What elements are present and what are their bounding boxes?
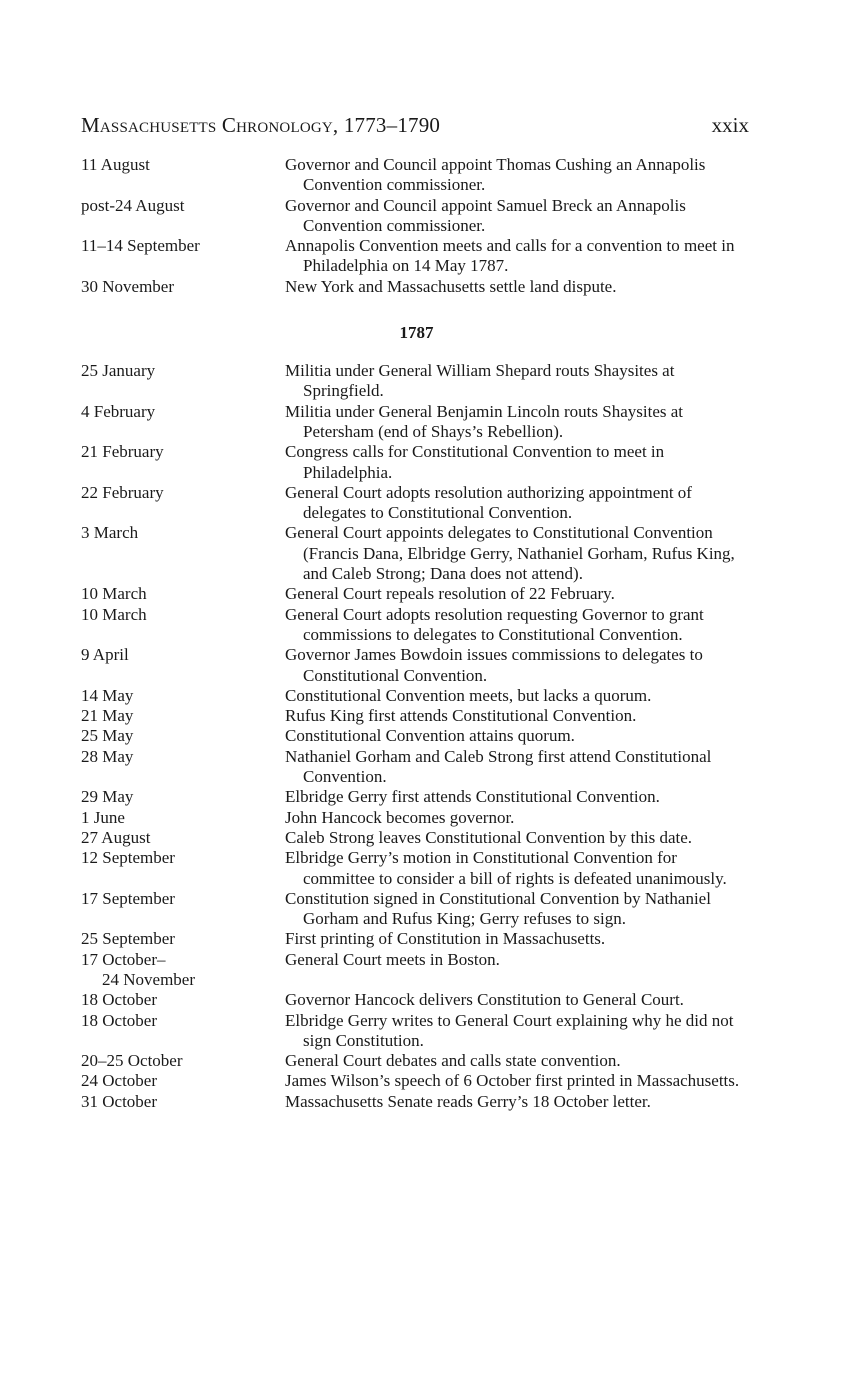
entry-event: New York and Massachusetts settle land dispute. — [285, 276, 617, 296]
entry-date — [81, 828, 285, 848]
chronology-entry — [81, 584, 749, 604]
entry-date-continuation: 24 November — [102, 969, 196, 989]
entry-date-text: post-24 August — [81, 195, 185, 215]
entry-event: Militia under General William Shepard routs Shaysites at Springfield. — [285, 361, 675, 401]
chronology-entry — [81, 645, 749, 686]
chronology-entry — [81, 828, 749, 848]
chronology-entry — [81, 787, 749, 807]
entry-event: Constitutional Convention meets, but lacks a quorum. — [285, 685, 652, 705]
chronology-entry — [81, 808, 749, 828]
chronology-entry — [81, 196, 749, 237]
chronology-entry — [81, 1011, 749, 1052]
entry-date — [81, 483, 285, 524]
entry-event: Elbridge Gerry first attends Constitutional Convention. — [285, 787, 660, 807]
entry-date — [81, 889, 285, 930]
entry-event: Constitutional Convention attains quorum. — [285, 726, 575, 746]
chronology-entry — [81, 747, 749, 788]
entry-date-text: 10 March — [81, 604, 147, 624]
entry-date-text: 1 June — [81, 807, 125, 827]
entry-date-text: 21 May — [81, 706, 134, 726]
chronology-entry — [81, 605, 749, 646]
entry-date — [81, 1092, 285, 1112]
entry-date-text: 18 October — [81, 990, 158, 1010]
entry-date — [81, 848, 285, 889]
entry-date — [81, 402, 285, 443]
chronology-entry — [81, 236, 749, 277]
entry-event: General Court adopts resolution requesting Governor to grant commissions to delegates to Constitutional Convention. — [285, 604, 704, 644]
entry-event: Militia under General Benjamin Lincoln routs Shaysites at Petersham (end of Shays’s Rebellion). — [285, 401, 683, 441]
entry-date — [81, 1051, 285, 1071]
entry-date — [81, 1071, 285, 1091]
entry-event: Rufus King first attends Constitutional Convention. — [285, 706, 637, 726]
chronology-entry — [81, 155, 749, 196]
entry-event: First printing of Constitution in Massachusetts. — [285, 929, 606, 949]
entry-date — [81, 155, 285, 196]
entry-event: Governor Hancock delivers Constitution to General Court. — [285, 990, 684, 1010]
running-title: Massachusetts Chronology, 1773–1790 — [81, 113, 441, 137]
document-page — [81, 110, 749, 1112]
entry-date — [81, 236, 285, 277]
entry-event: General Court adopts resolution authorizing appointment of delegates to Constitutional Convention. — [285, 482, 692, 523]
entry-event: Governor and Council appoint Samuel Breck an Annapolis Convention commissioner. — [285, 195, 686, 235]
entry-date — [81, 686, 285, 706]
entry-date-text: 29 May — [81, 787, 134, 807]
entry-date — [81, 584, 285, 604]
entry-event: Massachusetts Senate reads Gerry’s 18 October letter. — [285, 1091, 651, 1111]
entry-date-text: 28 May — [81, 746, 134, 766]
entry-event: Nathaniel Gorham and Caleb Strong first attend Constitutional Convention. — [285, 746, 712, 787]
entry-event: General Court debates and calls state convention. — [285, 1051, 621, 1071]
entry-event: General Court repeals resolution of 22 February. — [285, 584, 615, 604]
entry-date-text: 25 January — [81, 361, 156, 381]
chronology-entry — [81, 929, 749, 949]
entry-date-text: 14 May — [81, 685, 134, 705]
entry-event: Caleb Strong leaves Constitutional Convention by this date. — [285, 827, 693, 847]
entry-date-text: 17 October– — [81, 949, 166, 969]
entry-date — [81, 706, 285, 726]
entry-date — [81, 523, 285, 584]
entry-date-text: 3 March — [81, 523, 139, 543]
chronology-entry — [81, 483, 749, 524]
entry-event: General Court appoints delegates to Constitutional Convention (Francis Dana, Elbridge Gerry, Nathaniel Gorham, Rufus King, and Caleb Strong; Dana does not attend). — [285, 523, 735, 584]
entry-date-text: 30 November — [81, 276, 175, 296]
chronology-entry — [81, 1071, 749, 1091]
entry-date — [81, 1011, 285, 1052]
entry-event: Elbridge Gerry’s motion in Constitutional Convention for committee to consider a bill of rights is defeated unanimously. — [285, 848, 727, 888]
entry-date-text: 20–25 October — [81, 1051, 183, 1071]
entry-date-text: 24 October — [81, 1071, 158, 1091]
chronology-entry — [81, 1092, 749, 1112]
entry-event: Governor James Bowdoin issues commissions to delegates to Constitutional Convention. — [285, 645, 703, 685]
entry-date — [81, 747, 285, 788]
year-heading-text: 1787 — [399, 323, 434, 343]
entry-date-text: 21 February — [81, 442, 164, 462]
chronology-entry — [81, 686, 749, 706]
entry-event: John Hancock becomes governor. — [285, 807, 515, 827]
chronology-entry — [81, 361, 749, 402]
entry-date-text: 25 September — [81, 929, 175, 949]
chronology-entry — [81, 950, 749, 991]
chronology-entry — [81, 523, 749, 584]
entry-event: James Wilson’s speech of 6 October first printed in Massachusetts. — [285, 1071, 740, 1091]
entry-date — [81, 277, 285, 297]
entry-date-text: 31 October — [81, 1091, 158, 1111]
entry-date — [81, 196, 285, 237]
entry-date — [81, 950, 285, 991]
chronology-entry — [81, 706, 749, 726]
entry-date-text: 25 May — [81, 726, 134, 746]
chronology-entry — [81, 402, 749, 443]
chronology-1786-entries — [81, 155, 749, 297]
entry-event: Annapolis Convention meets and calls for a convention to meet in Philadelphia on 14 May 1787. — [285, 236, 735, 276]
entry-event: Constitution signed in Constitutional Convention by Nathaniel Gorham and Rufus King; Gerry refuses to sign. — [285, 888, 711, 929]
chronology-entry — [81, 1051, 749, 1071]
entry-date-text: 9 April — [81, 645, 129, 665]
entry-event: Governor and Council appoint Thomas Cushing an Annapolis Convention commissioner. — [285, 155, 706, 195]
year-heading-1787 — [81, 323, 749, 343]
chronology-entry — [81, 277, 749, 297]
page-number: xxix — [711, 113, 749, 137]
entry-event: Congress calls for Constitutional Convention to meet in Philadelphia. — [285, 442, 665, 482]
entry-date-text: 17 September — [81, 888, 175, 908]
entry-date — [81, 645, 285, 686]
entry-date — [81, 808, 285, 828]
chronology-entry — [81, 889, 749, 930]
entry-date-text: 18 October — [81, 1010, 158, 1030]
chronology-entry — [81, 726, 749, 746]
entry-date — [81, 990, 285, 1010]
entry-date-text: 27 August — [81, 827, 151, 847]
entry-date-text: 22 February — [81, 482, 164, 502]
entry-date — [81, 605, 285, 646]
entry-date — [81, 787, 285, 807]
entry-date-text: 12 September — [81, 848, 175, 868]
entry-date — [81, 929, 285, 949]
chronology-1787-entries — [81, 361, 749, 1112]
entry-date-text: 11–14 September — [81, 236, 200, 256]
entry-date — [81, 361, 285, 402]
chronology-entry — [81, 442, 749, 483]
chronology-entry — [81, 848, 749, 889]
entry-event: General Court meets in Boston. — [285, 949, 500, 969]
chronology-entry — [81, 990, 749, 1010]
entry-date — [81, 726, 285, 746]
entry-event: Elbridge Gerry writes to General Court explaining why he did not sign Constitution. — [285, 1010, 734, 1050]
entry-date-text: 4 February — [81, 401, 156, 421]
entry-date-text: 10 March — [81, 584, 147, 604]
running-head — [81, 110, 749, 140]
entry-date-text: 11 August — [81, 155, 150, 174]
entry-date — [81, 442, 285, 483]
